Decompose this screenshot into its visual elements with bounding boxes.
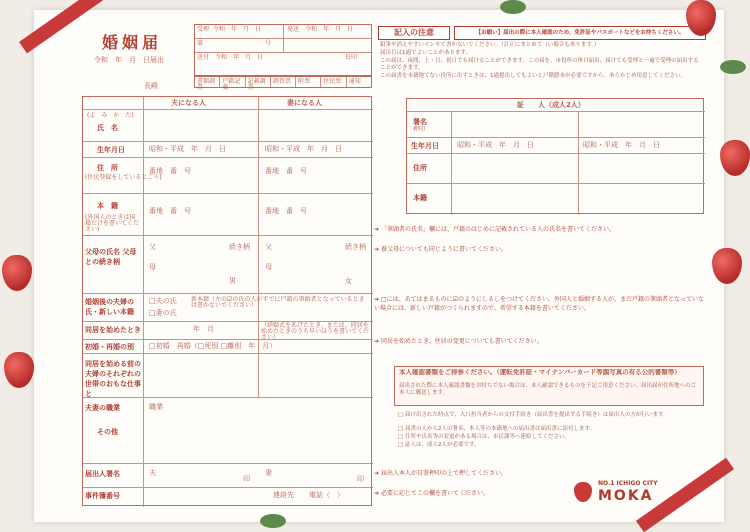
- section-label-birth: 生年月日: [97, 146, 125, 154]
- marriage-registration-form: [34, 10, 724, 522]
- checklist-text: 届け出された時点で、入口担当者からの交付手続き（届出書を提出する手続き）は届出人の方が行います。: [404, 412, 669, 418]
- mother-husband[interactable]: 母: [149, 263, 156, 271]
- reception-box: [194, 24, 372, 76]
- section-label-other: その他: [97, 428, 118, 436]
- logo-tagline: NO.1 ICHIGO CITY: [598, 480, 658, 487]
- row-divider: [83, 109, 373, 110]
- row-divider: [83, 235, 373, 236]
- witness-sign-label: 署名: [413, 118, 427, 126]
- check-cell: 調査票: [271, 77, 296, 87]
- husband-seal: 印: [243, 475, 250, 483]
- father-wife[interactable]: 父: [265, 243, 272, 251]
- section-label-case-number: 事件簿番号: [85, 492, 120, 500]
- id-body: 届出された際に本人確認書類をお持ちでない場合は、本人確認できるものを下記ご用意ください。届出届が住所地へのご本人に郵送します。: [399, 383, 696, 396]
- new-domicile-note: 新本籍（左の☑の氏の人がすでに戸籍の筆頭者となっているときは書かないでください）: [191, 296, 365, 309]
- mother-wife[interactable]: 母: [265, 263, 272, 271]
- domicile-wife[interactable]: 番地 番 号: [265, 207, 307, 215]
- column-divider: [258, 97, 259, 397]
- delivered-date: 令和 年 月 日: [215, 54, 264, 61]
- section-label-domicile: 本 籍: [97, 202, 118, 210]
- check-cell: 記載調査: [246, 77, 271, 87]
- domicile-husband[interactable]: 番地 番 号: [149, 207, 191, 215]
- row-divider: [83, 353, 373, 354]
- note-paragraph: 鉛筆や消えやすいインキで書かないでください。（訂正にまとめて（い場合もあります。）: [380, 42, 600, 48]
- section-label-signature: 届出人署名: [85, 470, 120, 478]
- recipient: 長殿: [144, 82, 158, 90]
- cohabit-note: （結婚式をあげたとき、または、同居を始めたときのうち早いほうを書いてください）: [261, 322, 370, 341]
- sent-label: 発送: [287, 26, 300, 33]
- father-husband[interactable]: 父: [149, 243, 156, 251]
- serial-label: 第: [197, 40, 204, 47]
- arrow-note: ➔ 同居を始めたとき、住居の変更についても書いてください。: [374, 338, 543, 345]
- strawberry-decoration: [4, 352, 34, 388]
- witness-address-label: 住所: [413, 164, 427, 172]
- section-sub-domicile: (外国人のときは国籍だけを書いてください): [85, 214, 140, 233]
- occupation-field[interactable]: 職業: [149, 403, 163, 411]
- sent-date: 令和 年 月 日: [305, 26, 354, 33]
- row-divider: [83, 157, 373, 158]
- note-paragraph: この届は、夜間、土・日、祝日でも届けることができます。この届を、市役所の休日届出、届けても受理と一遍で受理の届出することができます。: [380, 58, 699, 71]
- witness-domicile-label: 本籍: [413, 194, 427, 202]
- row-divider: [83, 487, 373, 488]
- cohabit-date[interactable]: 年 月: [193, 325, 214, 333]
- section-label-new-surname: 婚姻後の夫婦の氏・新しい本籍: [85, 298, 134, 316]
- strawberry-decoration: [720, 140, 750, 176]
- reception-label: 受理: [197, 26, 210, 33]
- address-husband[interactable]: 番地 番 号: [149, 167, 191, 175]
- check-cell: 書類調査: [195, 77, 220, 87]
- arrow-note-text: 届出人本人が自署押印の上で押してください。: [380, 470, 507, 477]
- notes-header: 記入の注意: [378, 26, 450, 40]
- column-divider: [451, 111, 452, 215]
- witness-table: [406, 98, 704, 214]
- son-label: 男: [229, 277, 236, 285]
- strawberry-decoration: [712, 248, 742, 284]
- check-cell: 戸籍記載: [220, 77, 245, 87]
- divider: [283, 25, 284, 52]
- main-form-table: [82, 96, 372, 506]
- witness1-birth[interactable]: 昭和・平成 年 月 日: [457, 141, 534, 149]
- row-divider: [83, 293, 373, 294]
- checklist-text: 証人は、成人2人が必要です。: [404, 442, 480, 448]
- arrow-note-text: 同居を始めたとき、住居の変更についても書いてください。: [380, 338, 543, 345]
- witness-birth-label: 生年月日: [411, 142, 439, 150]
- contact-label: 連絡先: [273, 491, 294, 499]
- row-divider: [83, 141, 373, 142]
- strawberry-decoration: [2, 255, 32, 291]
- section-label-address: 住 所: [97, 164, 118, 172]
- checklist-item: □ 住所や氏名等の変更がある場合は、市民課等へ連絡してください。: [398, 434, 570, 440]
- wife-seal: 印: [357, 475, 364, 483]
- section-sub-name: (よ み か た): [87, 112, 134, 119]
- husband-signature[interactable]: 夫: [149, 469, 156, 477]
- section-label-parents: 父母の氏名 父母との続き柄: [85, 248, 137, 266]
- row-divider: [83, 193, 373, 194]
- arrow-note: ➔ 養父母についても同じように書いてください。: [374, 246, 507, 253]
- section-sub-address: (住民登録をしているところ): [85, 174, 162, 181]
- logo-wordmark: MOKA: [598, 488, 654, 504]
- witness-header: 証 人（成人2人）: [517, 101, 585, 109]
- arrow-note-text: 養父母についても同じように書いてください。: [380, 246, 507, 253]
- delivered-label: 送付: [197, 54, 210, 61]
- relation-husband: 続き柄: [229, 243, 250, 251]
- section-label-household-job: 同居を始める前の夫婦のそれぞれの世帯のおもな仕事と: [85, 360, 141, 398]
- checklist-text: 届書の人から2人の署名、本人等の本籍地への届出書は届出書に添付します。: [404, 426, 596, 432]
- id-request-badge: 【お願い】届出の際に本人確認のため、免許証やパスポートなどをお持ちください。: [454, 26, 706, 40]
- arrow-note: ➔ 必要に応じてこの欄を書いてください。: [374, 490, 489, 497]
- daughter-label: 女: [345, 277, 352, 285]
- check-cell: 住民票: [321, 77, 346, 87]
- birth-wife[interactable]: 昭和・平成 年 月 日: [265, 145, 342, 153]
- column-divider: [143, 97, 144, 507]
- checklist-item: □ 届書の人から2人の署名、本人等の本籍地への届出書は届出書に添付します。: [398, 426, 596, 432]
- arrow-note-text: □には、あてはまるものに☑のようにしるしをつけてください。外国人と婚姻する人が、まだ戸籍の筆頭者となっていない場合には、新しい戸籍がつくられますので、希望する本籍を書いてください。: [374, 296, 704, 312]
- first-marriage-options[interactable]: □初婚 再婚（□死別 □離別 年 月）: [149, 342, 277, 350]
- checklist-item: □ 証人は、成人2人が必要です。: [398, 442, 480, 448]
- relation-wife: 続き柄: [345, 243, 366, 251]
- divider: [195, 52, 371, 53]
- section-label-occupation: 夫妻の職業: [85, 404, 120, 412]
- arrow-note-text: 必要に応じてこの欄を書いてください。: [380, 490, 489, 497]
- leaf-decoration: [720, 60, 746, 74]
- section-label-first-marriage: 初婚・再婚の別: [85, 343, 134, 351]
- arrow-note: ➔ 「筆頭者の氏名」欄には、戸籍のはじめに記載されている人の氏名を書いてください。: [374, 226, 615, 233]
- address-wife[interactable]: 番地 番 号: [265, 167, 307, 175]
- check-cell: 通知: [348, 78, 361, 85]
- contact-phone[interactable]: 電話（ ）: [309, 491, 344, 499]
- arrow-note: ➔ □には、あてはまるものに☑のようにしるしをつけてください。外国人と婚姻する人が、まだ戸籍の筆頭者となっていない場合には、新しい戸籍がつくられますので、希望する本籍を書いてください。: [374, 296, 704, 312]
- date-line: 令和 年 月 日届出: [94, 56, 164, 64]
- form-title: 婚姻届: [102, 33, 163, 52]
- witness-seal-label: 押印: [413, 126, 426, 133]
- note-paragraph: 届出日は1通でよいことがあります。: [380, 50, 472, 56]
- husband-surname-checkbox[interactable]: □夫の氏: [149, 297, 177, 305]
- wife-surname-checkbox[interactable]: □妻の氏: [149, 309, 177, 317]
- birth-husband[interactable]: 昭和・平成 年 月 日: [149, 145, 226, 153]
- reception-date: 令和 年 月 日: [213, 26, 262, 33]
- arrow-note-text: 「筆頭者の氏名」欄には、戸籍のはじめに記載されている人の氏名を書いてください。: [380, 226, 615, 233]
- seal-label: 長印: [345, 54, 358, 61]
- section-label-name: 氏 名: [97, 124, 118, 132]
- id-documents-box: [394, 366, 704, 406]
- strawberry-icon: [574, 482, 592, 502]
- row-divider: [83, 463, 373, 464]
- leaf-decoration: [500, 0, 526, 14]
- section-label-cohabit: 同居を始めたとき: [85, 326, 141, 334]
- check-cell: 附票: [296, 77, 321, 87]
- note-paragraph: この届書を本籍地でない役所に出すときは、1通提出してもよいと戸籍謄本が必要ですから、あらかじめ用意してください。: [380, 73, 687, 79]
- id-header: 本人確認書類をご持参ください。（運転免許証・マイナンバーカード等顔写真の有る公的書類等）: [399, 369, 681, 376]
- checklist-item: □ 届け出された時点で、入口担当者からの交付手続き（届出書を提出する手続き）は届出人の方が行います。: [398, 412, 669, 418]
- leaf-decoration: [260, 514, 286, 528]
- check-row: [194, 76, 372, 91]
- column-divider: [578, 111, 579, 215]
- column-header-husband: 夫になる人: [171, 99, 206, 107]
- serial-suffix: 号: [265, 40, 272, 47]
- wife-signature[interactable]: 妻: [265, 469, 272, 477]
- witness2-birth[interactable]: 昭和・平成 年 月 日: [583, 141, 660, 149]
- column-header-wife: 妻になる人: [287, 99, 322, 107]
- arrow-note: ➔ 届出人本人が自署押印の上で押してください。: [374, 470, 507, 477]
- corner-ribbon: [19, 0, 109, 53]
- checklist-text: 住所や氏名等の変更がある場合は、市民課等へ連絡してください。: [404, 434, 570, 440]
